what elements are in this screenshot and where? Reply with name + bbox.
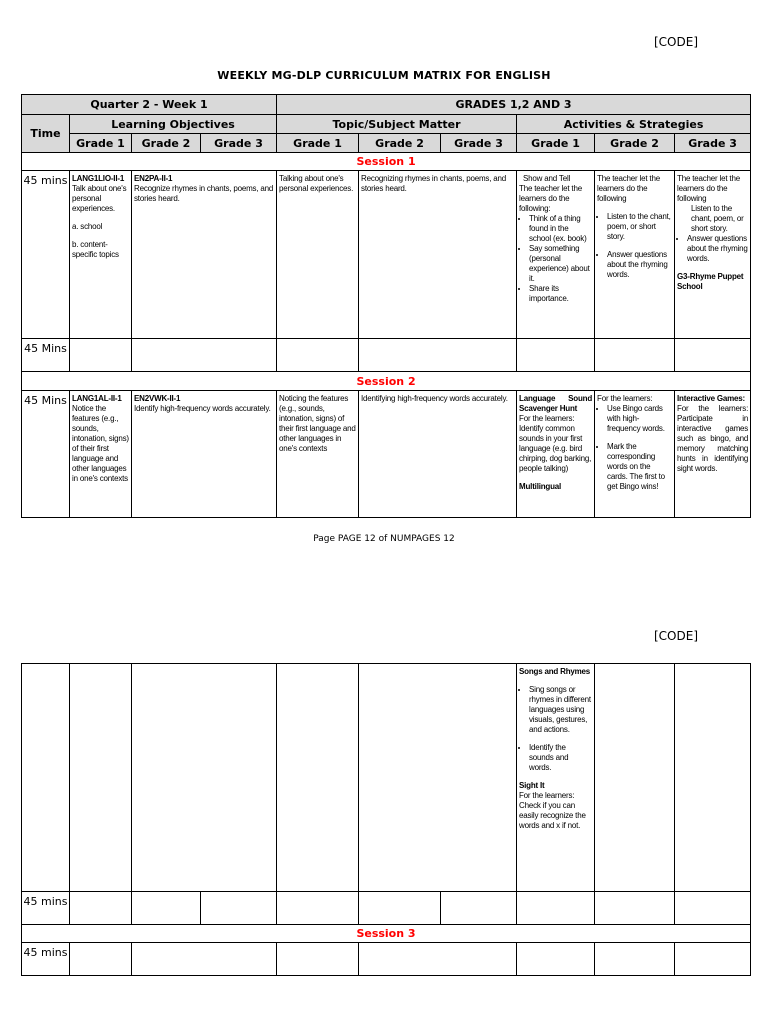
lo-code: LANG1LIO-II-1 — [72, 174, 125, 183]
row3-activities-grade1 — [517, 391, 595, 518]
topic-grade1-header: Grade 1 — [277, 134, 359, 153]
activity-text: For the learners: Participate in interactive games such as bingo, and memory matching hunts in identifying sight words. — [677, 404, 749, 473]
row3-topic-grade2-3: Identifying high-frequency words accurately. — [359, 391, 517, 518]
session-3-label: Session 3 — [22, 925, 751, 943]
activity-lead: For the learners: — [597, 394, 653, 403]
grades-header: GRADES 1,2 AND 3 — [277, 95, 751, 115]
p2-row3-time: 45 mins — [22, 943, 70, 976]
curriculum-matrix-table-continued — [21, 663, 751, 976]
p2-row2-time: 45 mins — [22, 892, 70, 925]
topic-grade2-header: Grade 2 — [359, 134, 441, 153]
activity-title: Interactive Games: — [677, 394, 746, 403]
activity-title: Language Sound Scavenger Hunt — [519, 394, 593, 413]
activity-lead: The teacher let the learners do the following — [597, 174, 660, 203]
row3-time: 45 Mins — [22, 391, 70, 518]
list-item: • Say something (personal experience) about it. — [529, 244, 592, 284]
row1-topic-grade2-3: Recognizing rhymes in chants, poems, and stories heard. — [359, 171, 517, 339]
activity-title: Songs and Rhymes — [519, 667, 591, 676]
activity-list — [519, 214, 592, 304]
list-item: • Identify the sounds and words. — [529, 743, 592, 773]
lo-text: Notice the features (e.g., sounds, intonation, signs) of their first language and other languages in one's contexts — [72, 404, 129, 483]
activities-header: Activities & Strategies — [517, 115, 751, 134]
lo-sub-a: a. school — [72, 222, 103, 231]
code-placeholder: [CODE] — [653, 35, 698, 49]
act-grade2-header: Grade 2 — [595, 134, 675, 153]
row3-lo-grade2-3 — [132, 391, 277, 518]
act-grade1-header: Grade 1 — [517, 134, 595, 153]
row3-activities-grade3 — [675, 391, 751, 518]
list-item: • Mark the corresponding words on the cards. The first to get Bingo wins! — [607, 442, 672, 492]
activity-text: For the learners: Check if you can easily recognize the words and x if not. — [519, 791, 586, 830]
lo-grade1-header: Grade 1 — [70, 134, 132, 153]
activity-highlight: G3-Rhyme Puppet School — [677, 272, 744, 291]
row3-lo-grade1 — [70, 391, 132, 518]
activity-list — [597, 404, 672, 492]
row1-time: 45 mins — [22, 171, 70, 339]
row1-activities-grade3 — [675, 171, 751, 339]
session-2-label: Session 2 — [22, 372, 751, 391]
page-footer: Page PAGE 12 of NUMPAGES 12 — [313, 534, 455, 544]
row1-activities-grade2 — [595, 171, 675, 339]
activity-highlight: Multilingual — [519, 482, 562, 491]
lo-grade2-header: Grade 2 — [132, 134, 201, 153]
list-item: • Sing songs or rhymes in different languages using visuals, gestures, and actions. — [529, 685, 592, 735]
activity-title: Sight It — [519, 781, 545, 790]
lo-code: EN2VWK-II-1 — [134, 394, 181, 403]
lo-code: LANG1AL-II-1 — [72, 394, 122, 403]
document-title: WEEKLY MG-DLP CURRICULUM MATRIX FOR ENGLISH — [217, 69, 551, 82]
lo-text: Talk about one's personal experiences. — [72, 184, 127, 213]
activity-lead: The teacher let the learners do the following — [677, 174, 740, 203]
activity-lead: The teacher let the learners do the following: — [519, 184, 582, 213]
topic-header: Topic/Subject Matter — [277, 115, 517, 134]
row2-time: 45 Mins — [22, 339, 70, 372]
code-placeholder: [CODE] — [653, 629, 698, 643]
quarter-week-header: Quarter 2 - Week 1 — [22, 95, 277, 115]
lo-text: Recognize rhymes in chants, poems, and stories heard. — [134, 184, 274, 203]
list-item: • Use Bingo cards with high-frequency words. — [607, 404, 672, 434]
row1-lo-grade1 — [70, 171, 132, 339]
row1-activities-grade1 — [517, 171, 595, 339]
curriculum-matrix-table — [21, 94, 751, 518]
learning-objectives-header: Learning Objectives — [70, 115, 277, 134]
topic-grade3-header: Grade 3 — [441, 134, 517, 153]
p2-activities-grade1 — [517, 664, 595, 892]
activity-list — [597, 212, 672, 280]
list-item: • Think of a thing found in the school (ex. book) — [529, 214, 592, 244]
row3-topic-grade1: Noticing the features (e.g., sounds, intonation, signs) of their first language and other languages in one's contexts — [277, 391, 359, 518]
activity-title: Show and Tell — [523, 174, 571, 183]
activity-list — [677, 234, 748, 264]
row1-lo-grade2-3 — [132, 171, 277, 339]
lo-text: Identify high-frequency words accurately. — [134, 404, 271, 413]
row1-topic-grade1: Talking about one's personal experiences. — [277, 171, 359, 339]
activity-text: For the learners: Identify common sounds in your first language (e.g. bird chirping, dog barking, people talking) — [519, 414, 592, 473]
list-item: • Listen to the chant, poem, or short story. — [607, 212, 672, 242]
time-header: Time — [22, 115, 70, 153]
list-item: • Answer questions about the rhyming words. — [687, 234, 748, 264]
session-1-label: Session 1 — [22, 153, 751, 171]
lo-code: EN2PA-II-1 — [134, 174, 173, 183]
list-item: • Share its importance. — [529, 284, 592, 304]
row3-activities-grade2 — [595, 391, 675, 518]
lo-sub-b: b. content-specific topics — [72, 240, 119, 259]
lo-grade3-header: Grade 3 — [201, 134, 277, 153]
activity-step: Listen to the chant, poem, or short story. — [691, 204, 744, 233]
list-item: • Answer questions about the rhyming words. — [607, 250, 672, 280]
act-grade3-header: Grade 3 — [675, 134, 751, 153]
activity-list — [519, 685, 592, 773]
